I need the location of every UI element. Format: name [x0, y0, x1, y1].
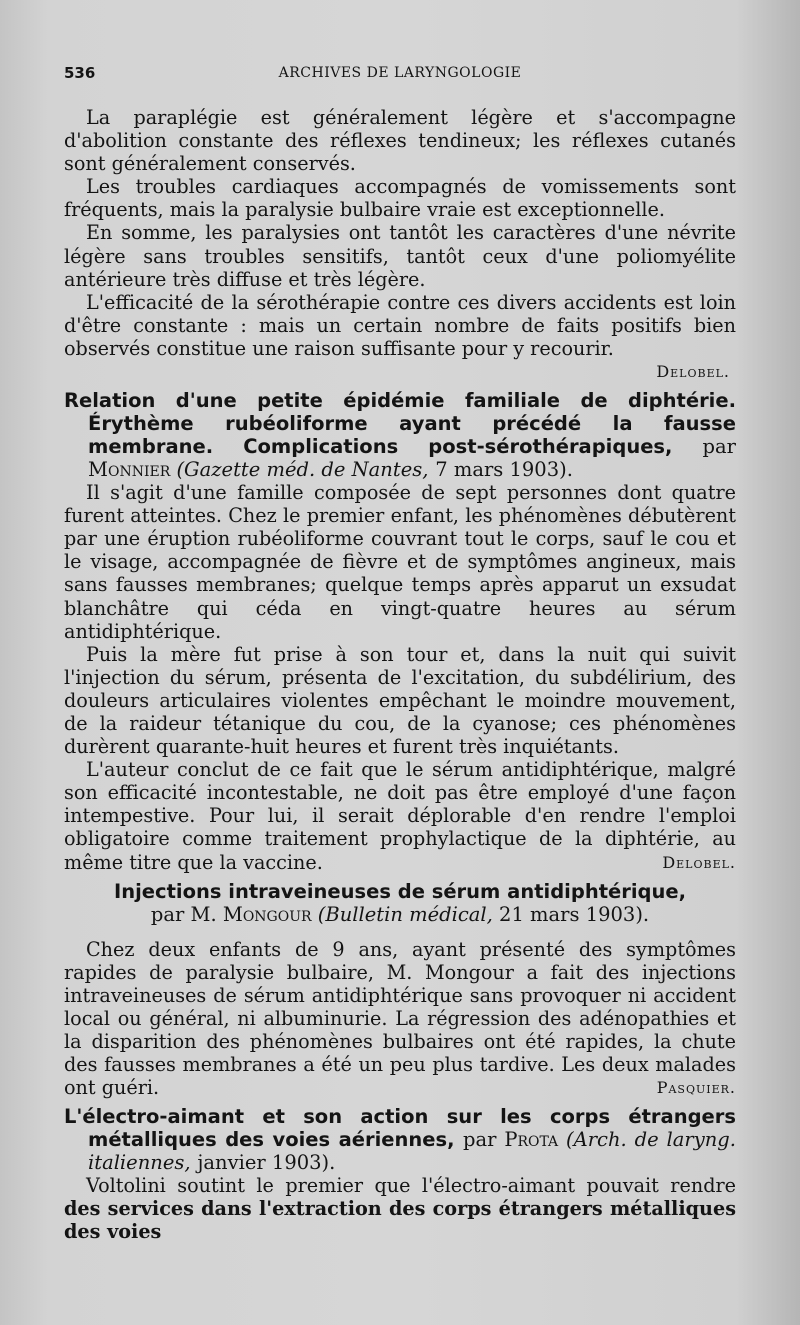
- article2-paragraph-1: [64, 938, 736, 1100]
- article-author: Mongour: [222, 902, 312, 926]
- text-block: [64, 62, 736, 1244]
- signature-delobel-2: Delobel.: [662, 852, 736, 872]
- article-citation: (Arch. de laryng. italiennes,: [88, 1128, 736, 1175]
- article1-paragraph-1: Il s'agit d'une famille composée de sept personnes dont quatre furent atteintes. Chez le premier enfant, les phénomènes débutèrent par une éruption rubéoliforme couvrant tout le corps, sauf le cou et le visage, accompagnée de fièvre et de symptômes angineux, mais sans fausses membranes; quelque temps après apparut un exsudat blanchâtre qui céda en vingt-quatre heures au sérum antidiphtérique.: [64, 481, 736, 643]
- article2-paragraph-1-text: Chez deux enfants de 9 ans, ayant présenté des symptômes rapides de paralysie bulbaire, M. Mongour a fait des injections intraveineuses de sérum antidiphtérique sans provoquer ni accident local ou général, ni albuminurie. La régression des adénopathies et la disparition des phénomènes bulbaires ont été rapides, la chute des fausses membranes a été un peu plus tardive. Les deux malades ont guéri.: [64, 937, 736, 1100]
- article-title: Relation d'une petite épidémie familiale de diphtérie. Érythème rubéoliforme ayant précédé la fausse membrane. Complications post-sérothérapiques,: [64, 389, 736, 459]
- article-byline: [64, 903, 736, 926]
- signature-pasquier: Pasquier.: [656, 1078, 736, 1098]
- article-author: Monnier: [88, 458, 171, 482]
- signature-delobel-1: Delobel.: [656, 362, 730, 382]
- by-word: par: [702, 435, 736, 459]
- article-byline: [463, 1128, 566, 1151]
- article-heading-mongour: [64, 880, 736, 926]
- article1-paragraph-3: [64, 758, 736, 873]
- page-number: 536: [64, 64, 96, 82]
- article-citation: (Bulletin médical,: [317, 902, 493, 926]
- journal-title: ARCHIVES DE LARYNGOLOGIE: [278, 65, 522, 81]
- intro-paragraph-4: L'efficacité de la sérothérapie contre ces divers accidents est loin d'être constante : mais un certain nombre de faits positifs bien observés constitue une raison suffisante pour y recourir.: [64, 290, 736, 360]
- article-title: Injections intraveineuses de sérum antidiphtérique,: [113, 879, 687, 903]
- article-author: Prota: [504, 1128, 559, 1152]
- article-date: janvier 1903).: [197, 1151, 336, 1175]
- running-head: [64, 62, 736, 84]
- article3-paragraph-1-line-1: Voltolini soutint le premier que l'électro-aimant pouvait rendre: [86, 1174, 736, 1198]
- article-date: 7 mars 1903).: [435, 458, 573, 482]
- article-citation: (Gazette méd. de Nantes,: [176, 458, 429, 482]
- intro-paragraph-2: Les troubles cardiaques accompagnés de vomissements sont fréquents, mais la paralysie bulbaire vraie est exceptionnelle.: [64, 175, 736, 222]
- article1-paragraph-3-text: L'auteur conclut de ce fait que le sérum antidiphtérique, malgré son efficacité incontestable, ne doit pas être employé d'une façon intempestive. Pour lui, il serait déplorable d'en rendre l'emploi obligatoire comme traitement prophylactique de la diphtérie, au même titre que la vaccine.: [64, 758, 736, 874]
- article-heading-monnier: [64, 389, 736, 481]
- article-date: 21 mars 1903).: [499, 902, 650, 926]
- article-heading-prota: [64, 1105, 736, 1174]
- article1-paragraph-2: Puis la mère fut prise à son tour et, dans la nuit qui suivit l'injection du sérum, présenta de l'excitation, du subdélirium, des douleurs articulaires violentes empêchant le moindre mouvement, de la raideur tétanique du cou, de la cyanose; ces phénomènes durèrent quarante-huit heures et furent très inquiétants.: [64, 642, 736, 759]
- by-word: par: [463, 1128, 497, 1152]
- article3-paragraph-1: [64, 1174, 736, 1243]
- article3-paragraph-1-line-2: des services dans l'extraction des corps étrangers métalliques des voies: [64, 1197, 736, 1244]
- intro-paragraph-1: La paraplégie est généralement légère et s'accompagne d'abolition constante des réflexes tendineux; les réflexes cutanés sont généralement conservés.: [64, 106, 736, 176]
- by-word: par M.: [150, 902, 217, 926]
- intro-paragraph-3: En somme, les paralysies ont tantôt les caractères d'une névrite légère sans troubles sensitifs, tantôt ceux d'une poliomyélite antérieure très diffuse et très légère.: [64, 221, 736, 291]
- article-title: L'électro-aimant et son action sur les corps étrangers métalliques des voies aériennes,: [64, 1105, 736, 1152]
